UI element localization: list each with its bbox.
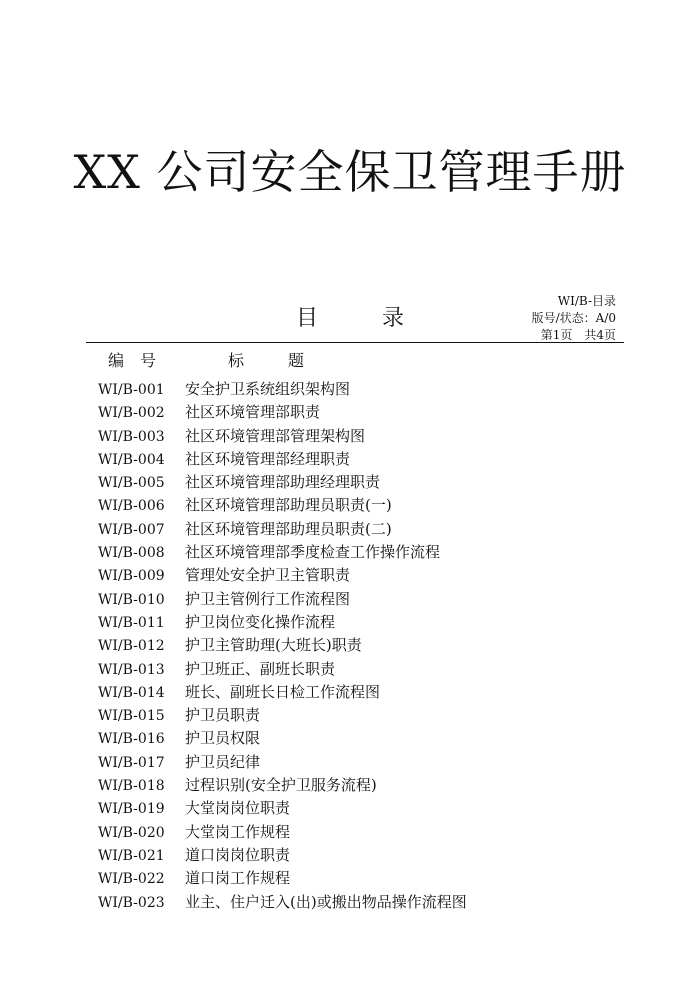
toc-entry-title: 社区环境管理部季度检查工作操作流程 (185, 543, 441, 562)
column-header-title (228, 348, 304, 371)
toc-entry (98, 867, 467, 890)
toc-entry-title: 班长、副班长日检工作流程图 (185, 682, 381, 701)
toc-entry-title: 管理处安全护卫主管职责 (185, 566, 351, 585)
toc-entry-code: WI/B-007 (98, 521, 165, 538)
toc-entry-title: 道口岗岗位职责 (185, 845, 291, 864)
toc-entry-title: 大堂岗工作规程 (185, 822, 291, 841)
toc-entry-title: 过程识别(安全护卫服务流程) (185, 776, 377, 795)
page-indicator: 第1页 共4页 (540, 328, 616, 342)
toc-entry-code: WI/B-017 (98, 754, 165, 771)
header-divider (86, 342, 624, 343)
toc-entry-title: 社区环境管理部经理职责 (185, 449, 351, 468)
toc-entry (98, 634, 467, 657)
toc-list (98, 378, 467, 914)
toc-entry-code: WI/B-011 (98, 614, 165, 631)
toc-entry (98, 471, 467, 494)
toc-entry (98, 844, 467, 867)
toc-entry (98, 658, 467, 681)
toc-entry-code: WI/B-002 (98, 405, 165, 422)
toc-entry-code: WI/B-009 (98, 568, 165, 585)
toc-entry (98, 518, 467, 541)
toc-entry-title: 道口岗工作规程 (185, 869, 291, 888)
toc-entry-code: WI/B-005 (98, 475, 165, 492)
toc-entry-title: 社区环境管理部职责 (185, 403, 321, 422)
toc-entry (98, 401, 467, 424)
toc-entry-title: 护卫主管例行工作流程图 (185, 589, 351, 608)
toc-entry (98, 704, 467, 727)
toc-entry (98, 891, 467, 914)
toc-entry-code: WI/B-022 (98, 871, 165, 888)
toc-entry-title: 护卫主管助理(大班长)职责 (185, 636, 362, 655)
toc-entry-code: WI/B-010 (98, 591, 165, 608)
toc-entry-code: WI/B-019 (98, 801, 165, 818)
document-meta (532, 293, 616, 344)
toc-entry-title: 护卫员权限 (185, 729, 261, 748)
toc-entry-title: 业主、住户迁入(出)或搬出物品操作流程图 (185, 892, 467, 911)
toc-entry-code: WI/B-016 (98, 731, 165, 748)
toc-entry (98, 611, 467, 634)
toc-entry-code: WI/B-012 (98, 638, 165, 655)
toc-entry-code: WI/B-006 (98, 498, 165, 515)
toc-entry-title: 护卫岗位变化操作流程 (185, 612, 336, 631)
document-title: XX 公司安全保卫管理手册 (73, 145, 627, 199)
column-header-char: 题 (288, 351, 305, 370)
toc-entry (98, 541, 467, 564)
toc-heading-char: 目 (296, 306, 319, 331)
toc-entry-code: WI/B-020 (98, 824, 165, 841)
column-header-char: 编 (108, 351, 125, 370)
toc-entry-code: WI/B-014 (98, 684, 165, 701)
toc-entry (98, 425, 467, 448)
toc-heading-char: 录 (382, 306, 405, 331)
toc-heading (296, 301, 404, 332)
toc-entry-title: 大堂岗岗位职责 (185, 799, 291, 818)
toc-entry-title: 社区环境管理部助理员职责(一) (185, 496, 392, 515)
toc-entry-code: WI/B-015 (98, 708, 165, 725)
toc-entry (98, 378, 467, 401)
toc-entry (98, 727, 467, 750)
doc-version: 版号/状态：A/0 (531, 311, 616, 325)
column-header-char: 号 (140, 351, 157, 370)
toc-entry (98, 821, 467, 844)
toc-entry-code: WI/B-021 (98, 847, 165, 864)
toc-entry (98, 564, 467, 587)
toc-entry-title: 护卫班正、副班长职责 (185, 659, 336, 678)
toc-entry-code: WI/B-018 (98, 778, 165, 795)
toc-entry-title: 护卫员职责 (185, 706, 261, 725)
toc-entry-title: 社区环境管理部助理员职责(二) (185, 519, 392, 538)
toc-entry-title: 社区环境管理部助理经理职责 (185, 473, 381, 492)
toc-entry-title: 安全护卫系统组织架构图 (185, 380, 351, 398)
toc-entry (98, 588, 467, 611)
toc-entry-code: WI/B-004 (98, 451, 165, 468)
toc-entry (98, 448, 467, 471)
toc-entry (98, 797, 467, 820)
toc-entry-code: WI/B-001 (98, 382, 165, 398)
toc-entry-title: 护卫员纪律 (185, 752, 261, 771)
doc-code: WI/B-目录 (557, 294, 616, 308)
toc-entry-code: WI/B-003 (98, 428, 165, 445)
toc-entry (98, 774, 467, 797)
column-header-char: 标 (228, 351, 245, 370)
toc-entry-title: 社区环境管理部管理架构图 (185, 426, 366, 445)
column-header-number (108, 348, 156, 371)
toc-entry-code: WI/B-013 (98, 661, 165, 678)
toc-entry (98, 681, 467, 704)
toc-entry (98, 494, 467, 517)
toc-entry-code: WI/B-008 (98, 545, 165, 562)
toc-entry (98, 751, 467, 774)
toc-entry-code: WI/B-023 (98, 894, 165, 911)
